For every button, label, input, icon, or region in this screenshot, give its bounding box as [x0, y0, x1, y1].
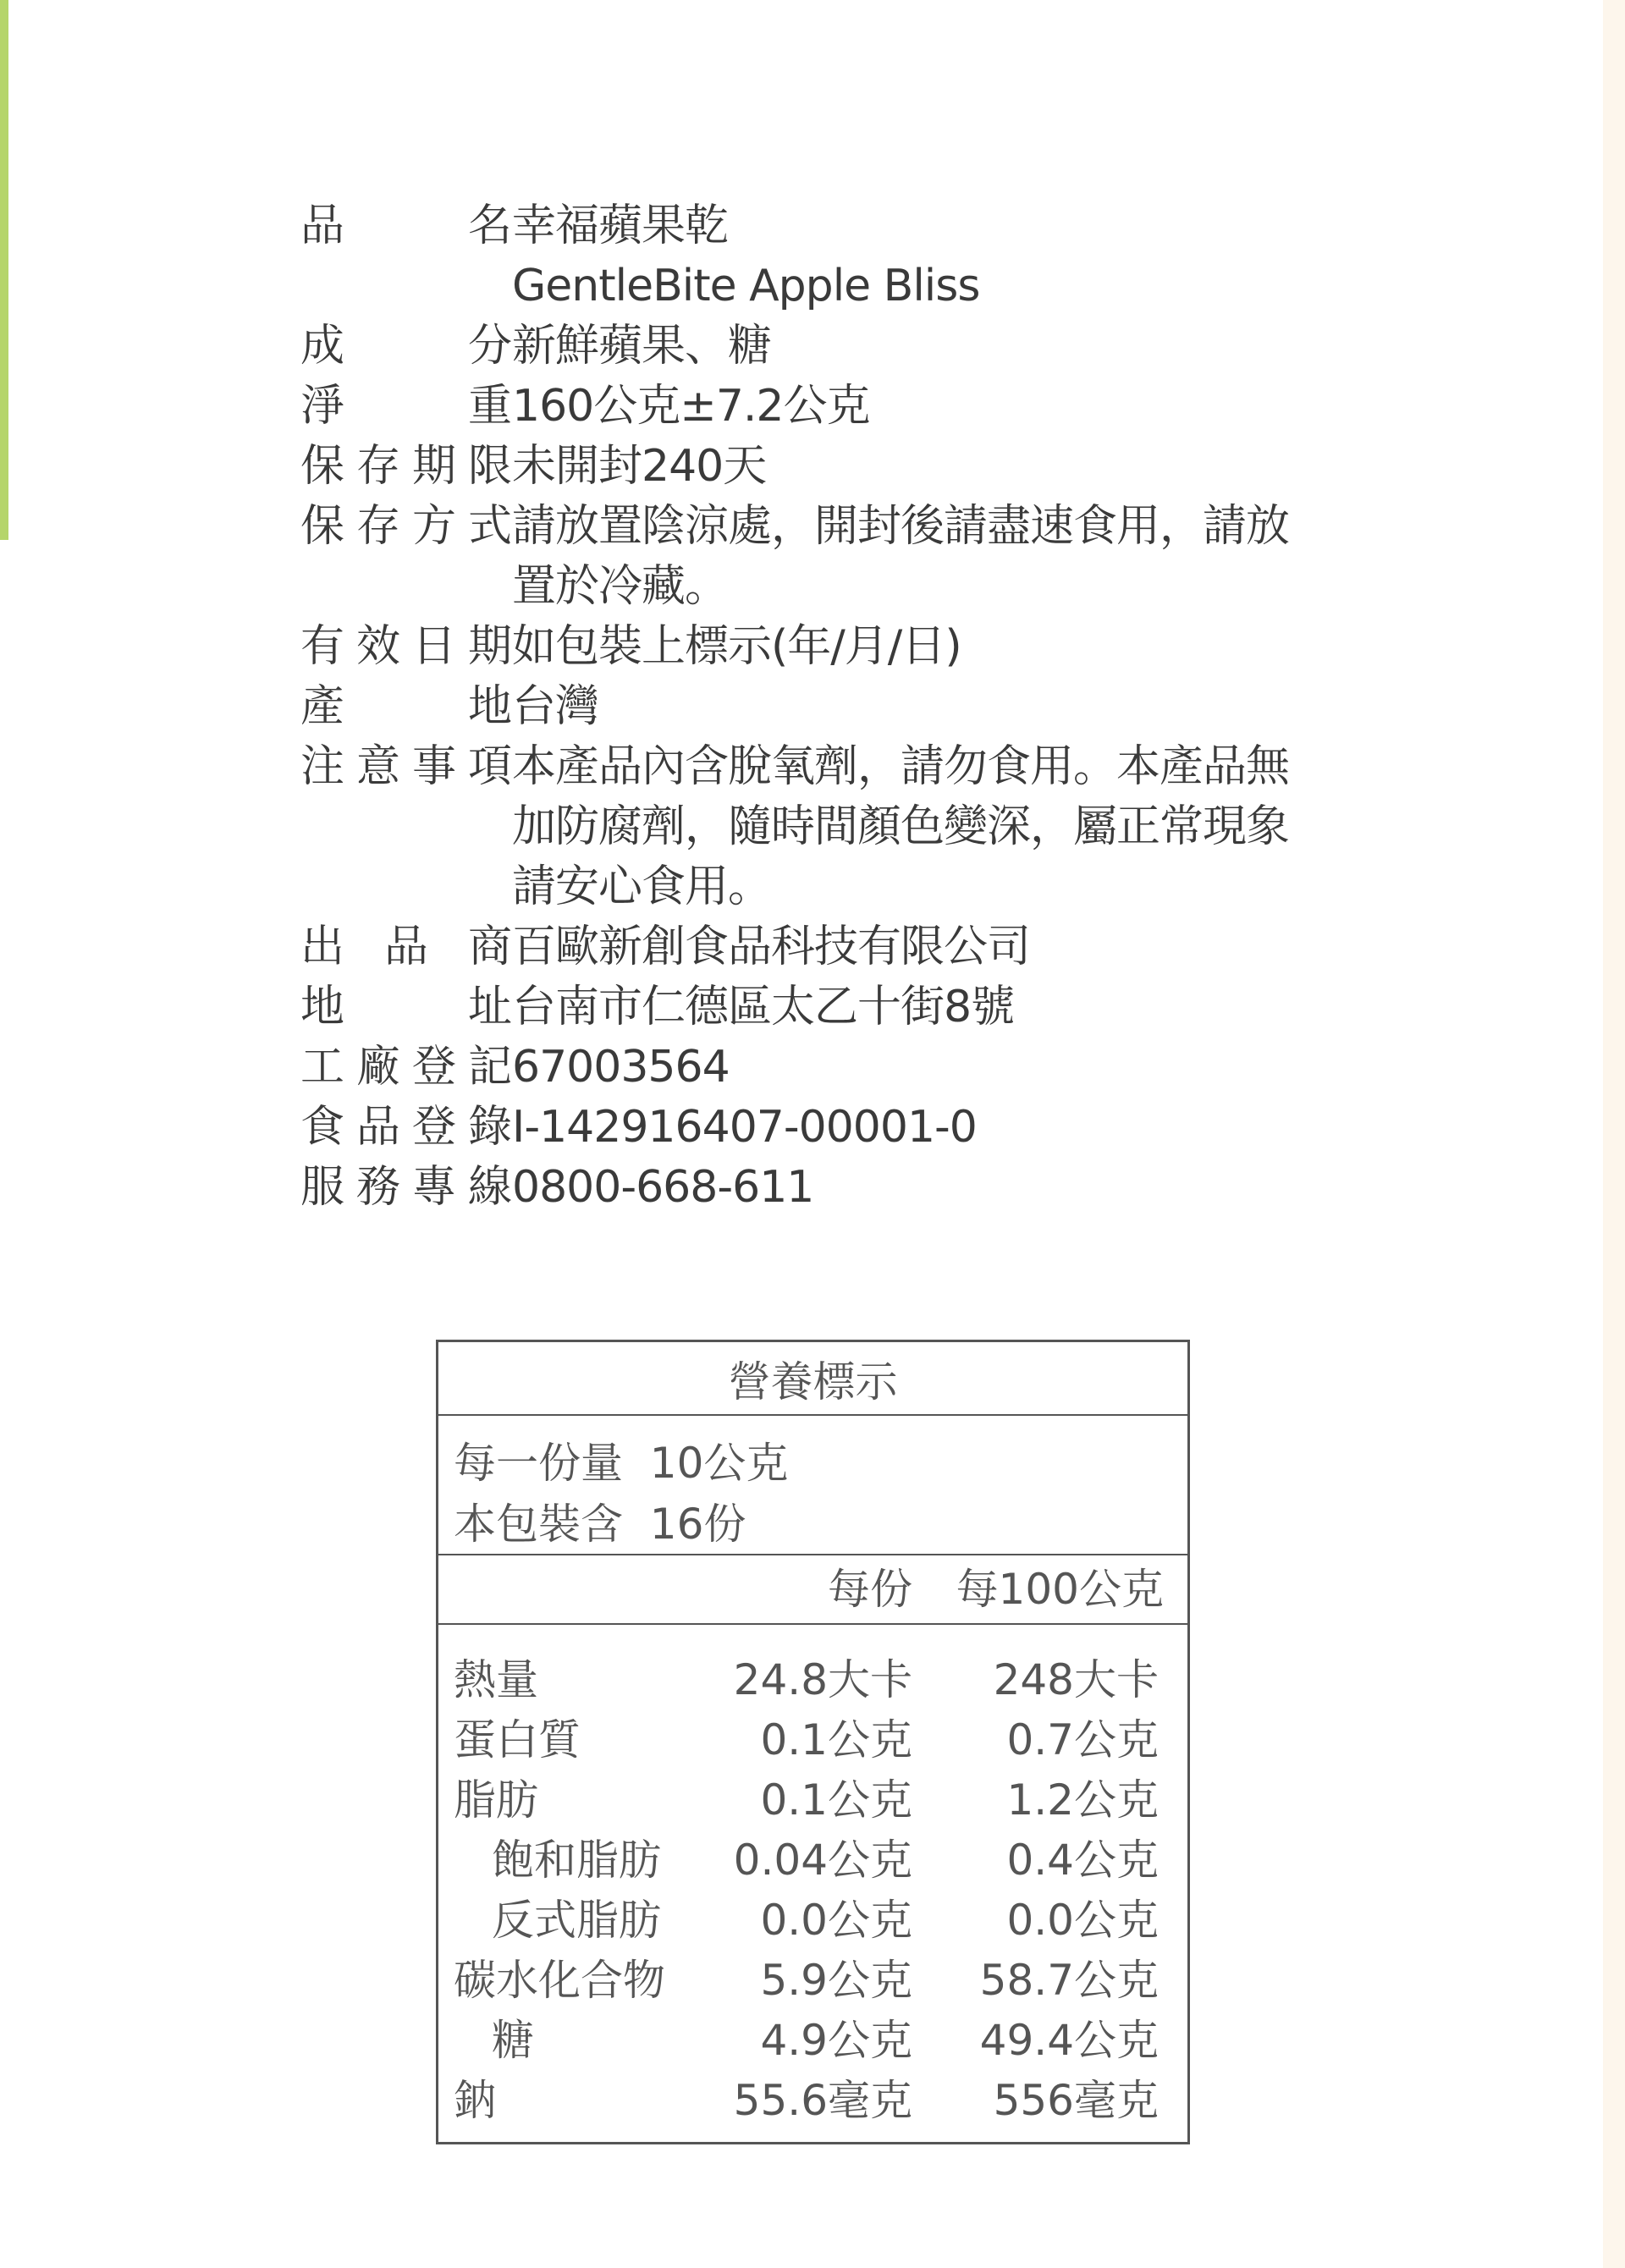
info-value: [512, 1158, 1358, 1218]
info-row: [300, 617, 1358, 677]
info-value: [512, 737, 1358, 917]
info-row: [300, 1038, 1358, 1098]
nutrition-row: [438, 1830, 1187, 1891]
info-value: [512, 437, 1358, 497]
info-label-char: 保: [300, 441, 345, 492]
nutrition-row: [438, 1891, 1187, 1951]
info-value-line: 0800-668-611: [512, 1162, 814, 1213]
info-label: [300, 1098, 512, 1158]
per-100g-value: 248大卡: [993, 1655, 1159, 1704]
info-value: [512, 617, 1358, 677]
nutrient-name: 熱量: [454, 1655, 538, 1704]
per-serving-value: 0.1公克: [760, 1715, 912, 1764]
info-row: [300, 917, 1358, 977]
per-serving-value: 5.9公克: [760, 1956, 912, 2005]
info-row: [300, 737, 1358, 917]
info-label-char: 存: [355, 441, 400, 492]
info-value-line: 160公克±7.2公克: [512, 381, 870, 432]
serving-size: 每一份量 10公克: [454, 1439, 789, 1488]
info-label-char: 線: [467, 1162, 512, 1213]
info-label-char: 期: [411, 441, 456, 492]
nutrition-rows: [438, 1625, 1187, 2131]
info-label-char: 品: [300, 201, 345, 251]
col-per-serving: 每份: [828, 1565, 912, 1614]
info-value-line: 本產品內含脫氧劑，請勿食用。本產品無: [512, 741, 1290, 792]
per-100g-value: 0.7公克: [1006, 1715, 1159, 1764]
info-label-char: 意: [355, 741, 400, 792]
info-value: [512, 677, 1358, 737]
nutrition-title: 營養標示: [438, 1342, 1187, 1416]
info-label-char: 登: [411, 1042, 456, 1093]
info-label-char: 分: [467, 321, 512, 372]
info-label-char: 記: [467, 1042, 512, 1093]
info-label-char: 期: [467, 621, 512, 672]
info-row: [300, 437, 1358, 497]
per-100g-value: 49.4公克: [979, 2016, 1159, 2065]
info-value: [512, 917, 1358, 977]
info-value: [512, 317, 1358, 377]
info-label-char: 事: [411, 741, 456, 792]
info-row: [300, 677, 1358, 737]
info-value-line: 台灣: [512, 681, 599, 732]
info-label-char: 地: [300, 982, 345, 1032]
per-100g-value: 556毫克: [993, 2076, 1159, 2125]
info-label: [300, 977, 512, 1038]
nutrition-row: [438, 2071, 1187, 2131]
info-label-char: 出: [300, 922, 345, 972]
info-row: [300, 977, 1358, 1038]
info-value: [512, 497, 1358, 617]
product-info: [300, 196, 1358, 1218]
info-row: [300, 196, 1358, 317]
per-serving-value: 55.6毫克: [733, 2076, 912, 2125]
info-row: [300, 377, 1358, 437]
info-value-line: 請放置陰涼處，開封後請盡速食用，請放: [512, 501, 1290, 552]
info-value: [512, 1098, 1358, 1158]
info-label-char: 工: [300, 1042, 345, 1093]
nutrition-row: [438, 1710, 1187, 1770]
info-label: [300, 437, 512, 497]
per-serving-value: 0.04公克: [733, 1836, 912, 1885]
info-label-char: 品: [355, 1102, 400, 1153]
per-serving-value: 4.9公克: [760, 2016, 912, 2065]
info-label-char: 服: [300, 1162, 345, 1213]
info-label-char: 址: [467, 982, 512, 1032]
nutrition-facts-table: [436, 1340, 1190, 2144]
info-row: [300, 317, 1358, 377]
info-label-char: 保: [300, 501, 345, 552]
serving-info: [438, 1416, 1187, 1555]
info-label: [300, 196, 512, 256]
info-label-char: 重: [467, 381, 512, 432]
info-value-line: 如包裝上標示(年/月/日): [512, 621, 961, 672]
info-value-line: 台南市仁德區太乙十街8號: [512, 982, 1015, 1032]
nutrition-row: [438, 1951, 1187, 2011]
info-label-char: 登: [411, 1102, 456, 1153]
right-edge-strip: [1603, 0, 1625, 2268]
accent-bar: [0, 0, 8, 540]
info-value-line: 請安心食用。: [512, 862, 772, 912]
info-label-char: 廠: [355, 1042, 400, 1093]
info-value-line: 百歐新創食品科技有限公司: [512, 922, 1031, 972]
per-100g-value: 0.0公克: [1006, 1896, 1159, 1945]
info-label: [300, 677, 512, 737]
info-label-char: 項: [467, 741, 512, 792]
info-value: [512, 1038, 1358, 1098]
info-label-char: 商: [467, 922, 512, 972]
info-label-char: 食: [300, 1102, 345, 1153]
nutrition-row: [438, 2011, 1187, 2071]
info-label-char: 有: [300, 621, 345, 672]
info-value: [512, 196, 1358, 317]
info-label: [300, 1158, 512, 1218]
info-label-char: 淨: [300, 381, 345, 432]
info-label-char: 產: [300, 681, 345, 732]
per-100g-value: 58.7公克: [979, 1956, 1159, 2005]
info-label: [300, 917, 512, 977]
info-label-char: 務: [355, 1162, 400, 1213]
info-value: [512, 977, 1358, 1038]
info-label: [300, 317, 512, 377]
info-value-line: 未開封240天: [512, 441, 767, 492]
info-row: [300, 1098, 1358, 1158]
nutrient-name: 脂肪: [454, 1775, 538, 1825]
info-label-char: 方: [411, 501, 456, 552]
servings-per-package: 本包裝含 16份: [454, 1500, 746, 1549]
nutrient-name: 飽和脂肪: [492, 1836, 661, 1885]
info-label-char: 限: [467, 441, 512, 492]
info-label: [300, 617, 512, 677]
per-serving-value: 24.8大卡: [733, 1655, 912, 1704]
info-label-char: 存: [355, 501, 400, 552]
per-serving-value: 0.0公克: [760, 1896, 912, 1945]
info-value-line: 幸福蘋果乾: [512, 201, 729, 251]
info-label: [300, 1038, 512, 1098]
info-row: [300, 497, 1358, 617]
nutrient-name: 蛋白質: [454, 1715, 581, 1764]
info-row: [300, 1158, 1358, 1218]
per-100g-value: 0.4公克: [1006, 1836, 1159, 1885]
info-label: [300, 377, 512, 437]
info-value-line: 加防腐劑，隨時間顏色變深，屬正常現象: [512, 801, 1290, 852]
info-value: [512, 377, 1358, 437]
info-value-line: I-142916407-00001-0: [512, 1102, 977, 1153]
nutrient-name: 糖: [492, 2016, 534, 2065]
per-serving-value: 0.1公克: [760, 1775, 912, 1825]
nutrition-row: [438, 1650, 1187, 1710]
info-label-char: 品: [383, 922, 428, 972]
info-label-char: 效: [355, 621, 400, 672]
info-label: [300, 497, 512, 557]
info-value-line: GentleBite Apple Bliss: [512, 261, 980, 311]
info-value-line: 置於冷藏。: [512, 561, 729, 612]
nutrition-row: [438, 1770, 1187, 1830]
info-label-char: 地: [467, 681, 512, 732]
col-per-100g: 每100公克: [956, 1565, 1164, 1614]
info-label-char: 成: [300, 321, 345, 372]
nutrient-name: 反式脂肪: [492, 1896, 661, 1945]
info-label-char: 錄: [467, 1102, 512, 1153]
nutrient-name: 碳水化合物: [454, 1956, 665, 2005]
info-value-line: 新鮮蘋果、糖: [512, 321, 772, 372]
info-label-char: 日: [411, 621, 456, 672]
info-label: [300, 737, 512, 797]
info-label-char: 式: [467, 501, 512, 552]
nutrient-name: 鈉: [454, 2076, 496, 2125]
info-value-line: 67003564: [512, 1042, 730, 1093]
info-label-char: 注: [300, 741, 345, 792]
per-100g-value: 1.2公克: [1006, 1775, 1159, 1825]
nutrition-column-headers: [438, 1555, 1187, 1625]
info-label-char: 專: [411, 1162, 456, 1213]
info-label-char: 名: [467, 201, 512, 251]
